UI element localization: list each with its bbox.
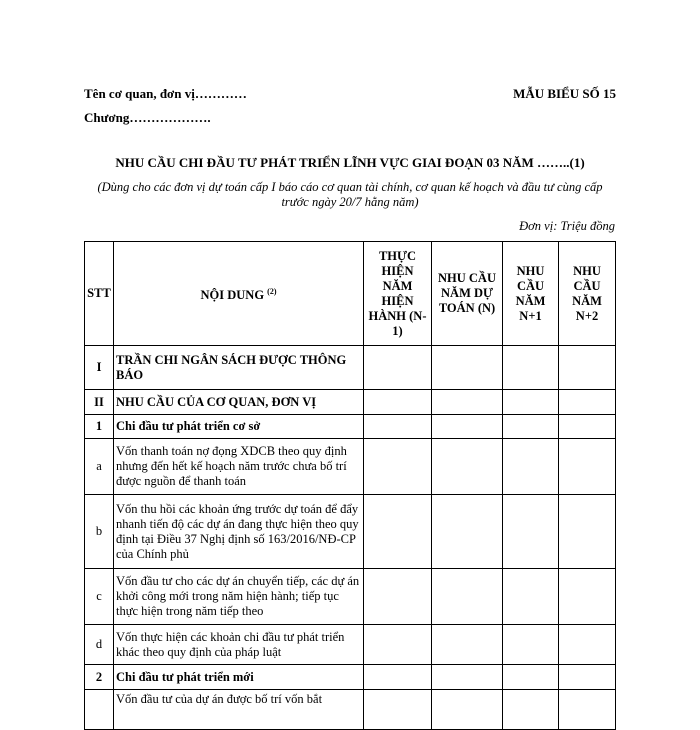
value-cell (364, 495, 432, 569)
row-content: Vốn đầu tư của dự án được bố trí vốn bắt (114, 690, 364, 730)
row-content: Vốn đầu tư cho các dự án chuyển tiếp, các dự án khởi công mới trong năm hiện hành; tiếp tục thực hiện trong năm tiếp theo (114, 569, 364, 625)
value-cell (559, 495, 616, 569)
value-cell (364, 665, 432, 690)
row-content: Vốn thực hiện các khoản chi đầu tư phát triển khác theo quy định của pháp luật (114, 625, 364, 665)
value-cell (364, 625, 432, 665)
value-cell (432, 569, 503, 625)
header-content (114, 242, 364, 346)
row-stt: 1 (85, 415, 114, 439)
header-year-n1: NHU CẦU NĂM N+1 (503, 242, 559, 346)
value-cell (432, 415, 503, 439)
value-cell (559, 690, 616, 730)
table-row (85, 439, 616, 495)
value-cell (559, 665, 616, 690)
row-content: Chi đầu tư phát triển mới (114, 665, 364, 690)
table-row (85, 690, 616, 730)
row-stt: d (85, 625, 114, 665)
value-cell (432, 439, 503, 495)
row-stt (85, 690, 114, 730)
header-estimate-year: NHU CẦU NĂM DỰ TOÁN (N) (432, 242, 503, 346)
value-cell (364, 439, 432, 495)
value-cell (432, 390, 503, 415)
table-row (85, 625, 616, 665)
value-cell (432, 690, 503, 730)
value-cell (364, 415, 432, 439)
unit-label: Đơn vị: Triệu đồng (519, 219, 615, 233)
value-cell (364, 690, 432, 730)
value-cell (432, 625, 503, 665)
value-cell (364, 346, 432, 390)
row-content: Vốn thanh toán nợ đọng XDCB theo quy định nhưng đến hết kế hoạch năm trước chưa bố trí được nguồn để thanh toán (114, 439, 364, 495)
value-cell (503, 390, 559, 415)
row-stt: II (85, 390, 114, 415)
row-stt: c (85, 569, 114, 625)
header-current-year: THỰC HIỆN NĂM HIỆN HÀNH (N-1) (364, 242, 432, 346)
value-cell (432, 495, 503, 569)
value-cell (364, 569, 432, 625)
value-cell (432, 346, 503, 390)
header-content-label: NỘI DUNG (200, 288, 265, 303)
value-cell (559, 625, 616, 665)
row-content: TRẦN CHI NGÂN SÁCH ĐƯỢC THÔNG BÁO (114, 346, 364, 390)
row-content: Vốn thu hồi các khoản ứng trước dự toán để đẩy nhanh tiến độ các dự án đang thực hiện theo quy định tại Điều 37 Nghị định số 163/2016/NĐ-CP của Chính phủ (114, 495, 364, 569)
value-cell (559, 346, 616, 390)
table-row (85, 665, 616, 690)
table-row (85, 346, 616, 390)
document-title: NHU CẦU CHI ĐẦU TƯ PHÁT TRIỂN LĨNH VỰC GIAI ĐOẠN 03 NĂM ……..(1) (115, 155, 585, 170)
value-cell (503, 690, 559, 730)
value-cell (503, 346, 559, 390)
value-cell (503, 439, 559, 495)
value-cell (559, 390, 616, 415)
table-row (85, 415, 616, 439)
row-stt: b (85, 495, 114, 569)
header-year-n2: NHU CẦU NĂM N+2 (559, 242, 616, 346)
document-subtitle: (Dùng cho các đơn vị dự toán cấp I báo cáo cơ quan tài chính, cơ quan kế hoạch và đầu tư cùng cấp trước ngày 20/7 hằng năm) (97, 180, 603, 209)
header-stt: STT (85, 242, 114, 346)
value-cell (503, 415, 559, 439)
value-cell (364, 390, 432, 415)
table-row (85, 569, 616, 625)
value-cell (559, 439, 616, 495)
table-header-row (85, 242, 616, 346)
budget-table (84, 241, 616, 730)
chapter-line: Chương………………. (84, 110, 211, 125)
value-cell (432, 665, 503, 690)
table-row (85, 495, 616, 569)
value-cell (559, 569, 616, 625)
value-cell (503, 495, 559, 569)
row-stt: 2 (85, 665, 114, 690)
form-number: MẪU BIỂU SỐ 15 (513, 86, 616, 101)
value-cell (559, 415, 616, 439)
value-cell (503, 665, 559, 690)
row-content: NHU CẦU CỦA CƠ QUAN, ĐƠN VỊ (114, 390, 364, 415)
row-stt: a (85, 439, 114, 495)
agency-name-line: Tên cơ quan, đơn vị………… (84, 86, 247, 101)
table-row (85, 390, 616, 415)
row-stt: I (85, 346, 114, 390)
header-content-note: (2) (267, 286, 277, 296)
value-cell (503, 569, 559, 625)
row-content: Chi đầu tư phát triển cơ sở (114, 415, 364, 439)
value-cell (503, 625, 559, 665)
